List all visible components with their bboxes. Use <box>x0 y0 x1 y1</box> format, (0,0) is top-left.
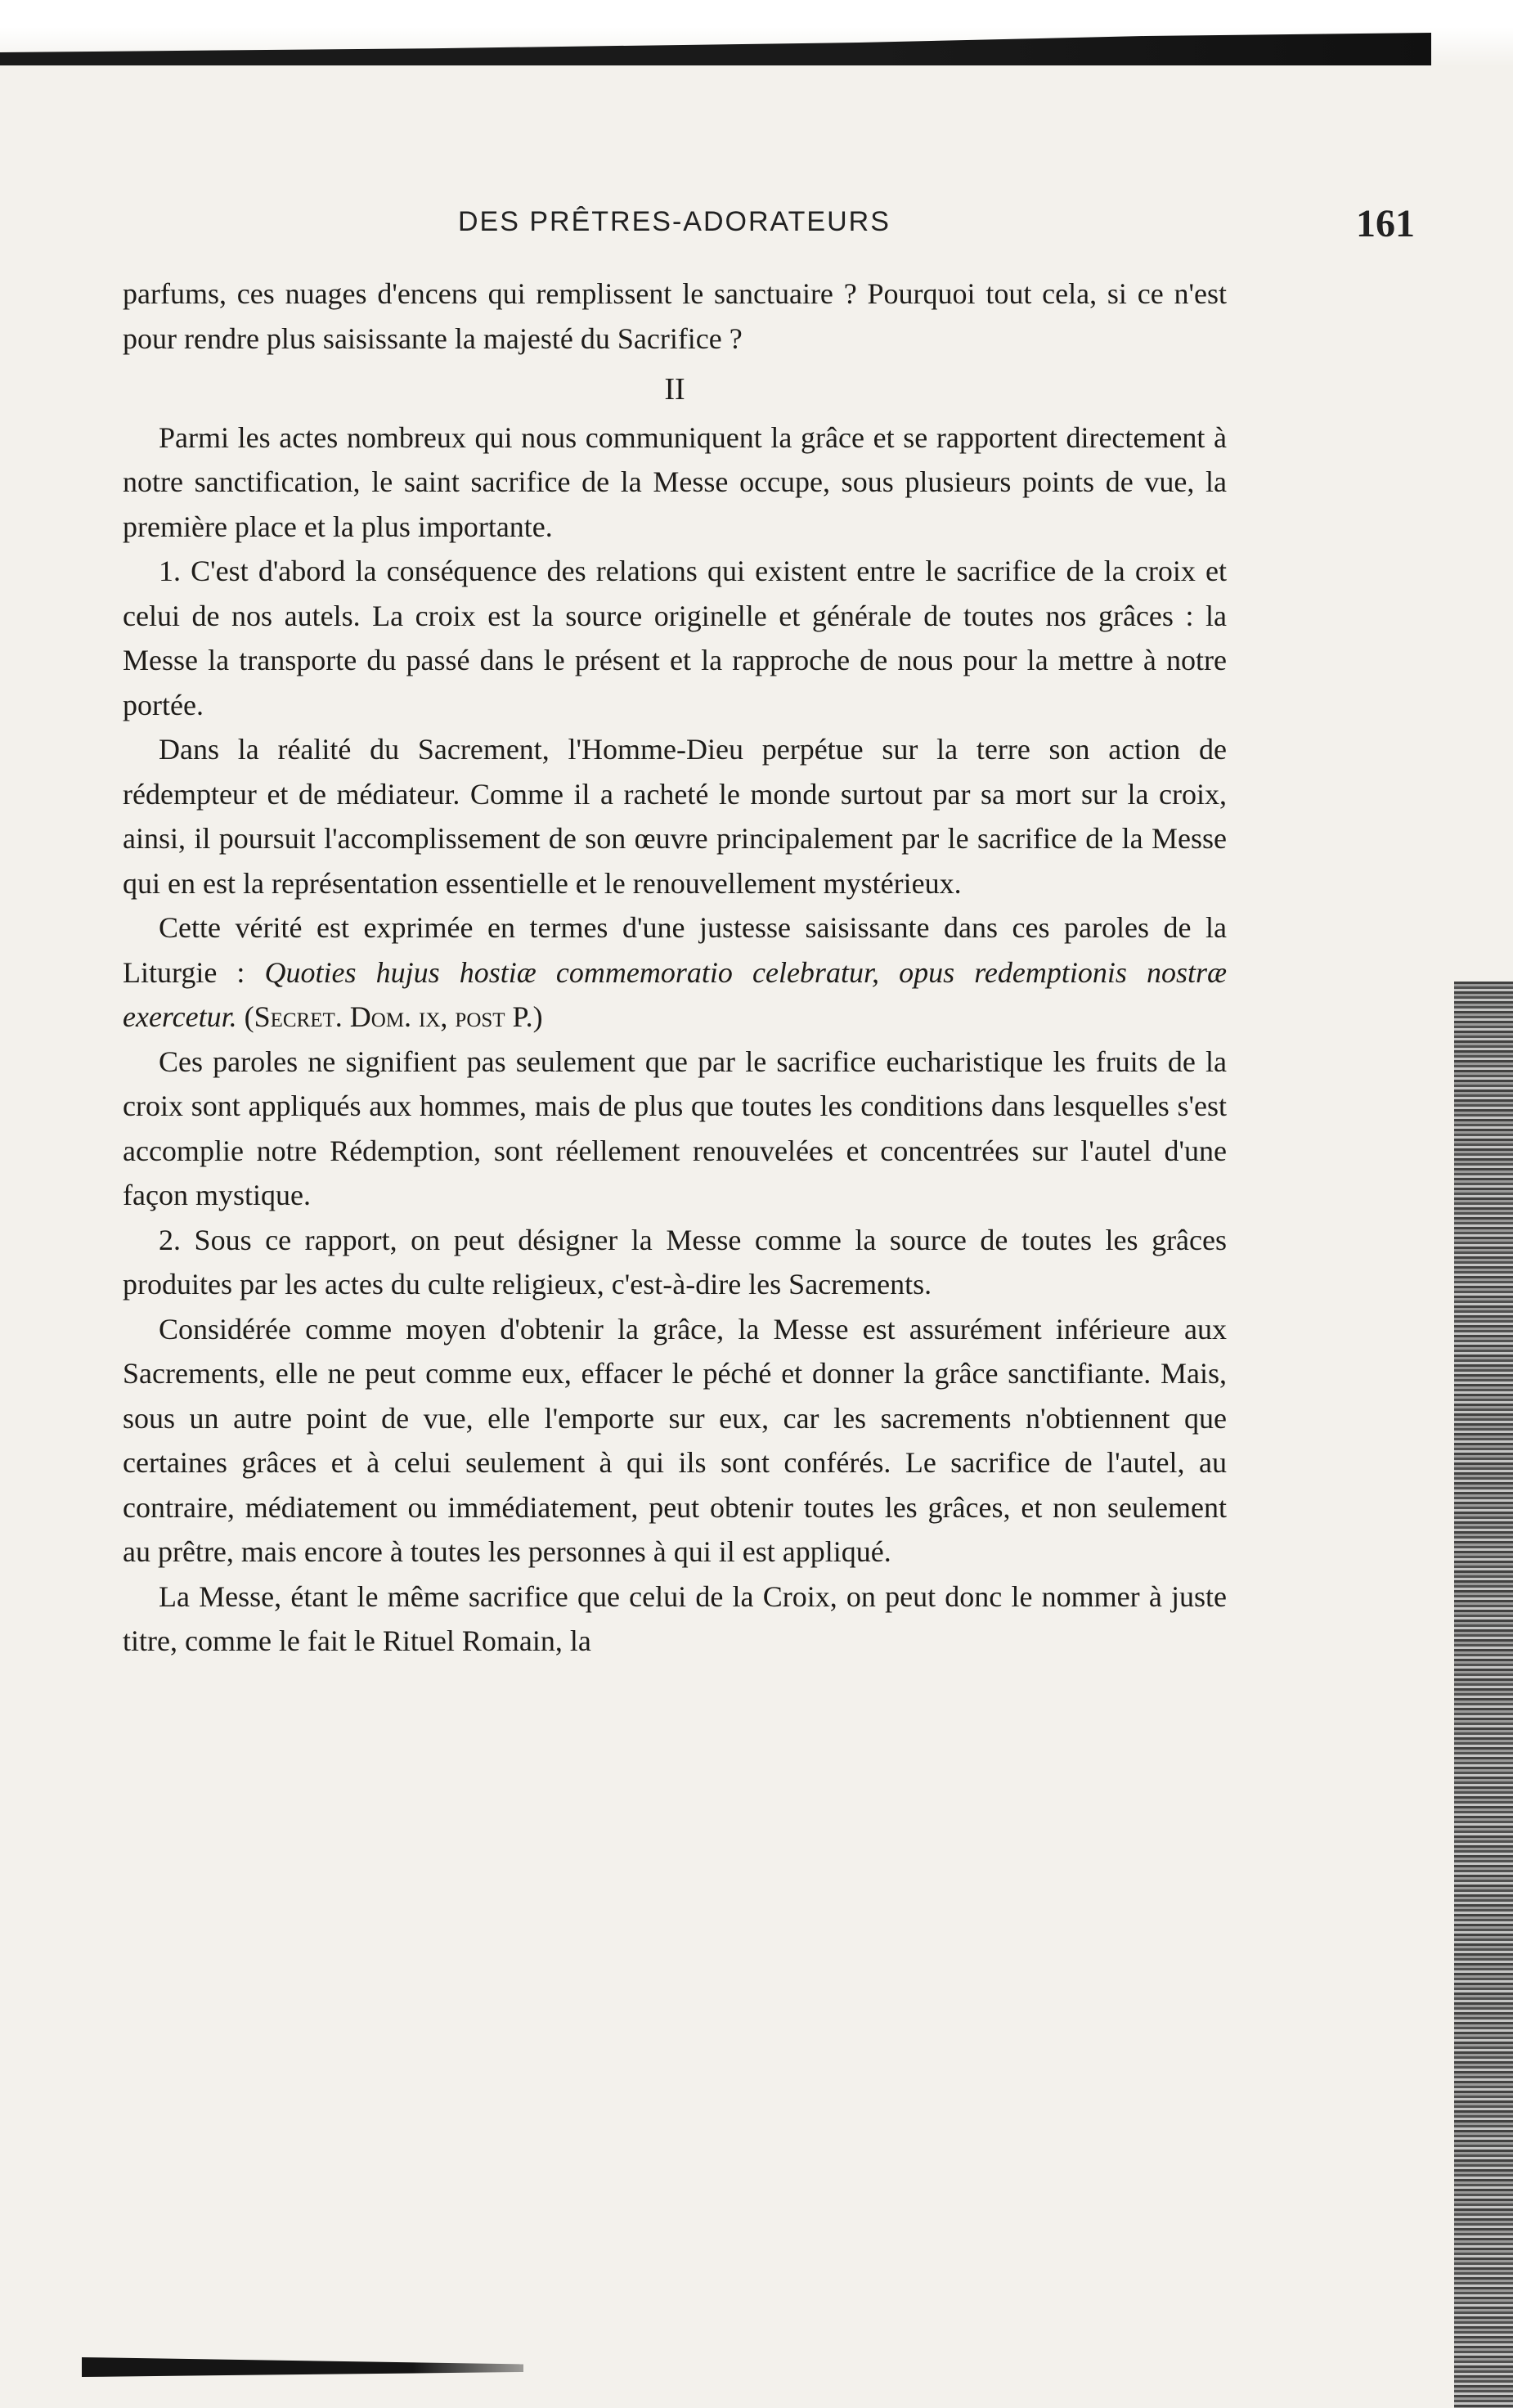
section-heading: II <box>664 372 685 407</box>
running-title: DES PRÊTRES-ADORATEURS <box>458 206 891 237</box>
scan-bottom-shadow <box>82 2357 523 2377</box>
paragraph: 2. Sous ce rapport, on peut désigner la Messe comme la source de toutes les grâces produites par les actes du culte religieux, c'est-à-dire les Sacrements. <box>123 1223 1227 1301</box>
page-body <box>123 272 1227 1664</box>
paragraph: 1. C'est d'abord la conséquence des relations qui existent entre le sacrifice de la croix et celui de nos autels. La croix est la source originelle et générale de toutes nos grâces : la Messe la transporte du passé dans le présent et la rapproche de nous pour la mettre à notre portée. <box>123 555 1227 721</box>
paragraph: La Messe, étant le même sacrifice que celui de la Croix, on peut donc le nommer à juste titre, comme le fait le Rituel Romain, la <box>123 1579 1227 1657</box>
paragraph-continued: parfums, ces nuages d'encens qui remplissent le sanctuaire ? Pourquoi tout cela, si ce n'est pour rendre plus saisissante la majesté du Sacrifice ? <box>123 277 1227 355</box>
paragraph: Ces paroles ne signifient pas seulement que par le sacrifice eucharistique les fruits de la croix sont appliqués aux hommes, mais de plus que toutes les conditions dans lesquelles s'est accomplie notre Rédemption, sont réellement renouvelées et concentrées sur l'autel d'une façon mystique. <box>123 1045 1227 1211</box>
paragraph: Dans la réalité du Sacrement, l'Homme-Dieu perpétue sur la terre son action de rédempteur et de médiateur. Comme il a racheté le monde surtout par sa mort sur la croix, ainsi, il poursuit l'accomplissement de son œuvre principalement par le sacrifice de la Messe qui en est la représentation essentielle et le renouvellement mystérieux. <box>123 733 1227 900</box>
paragraph: Considérée comme moyen d'obtenir la grâce, la Messe est assurément inférieure aux Sacrements, elle ne peut comme eux, effacer le péché et donner la grâce sanctifiante. Mais, sous un autre point de vue, elle l'emporte sur eux, car les sacrements n'obtiennent que certaines grâces et à celui seulement à qui ils sont conférés. Le sacrifice de l'autel, au contraire, médiatement ou immédiatement, peut obtenir toutes les grâces, et non seulement au prêtre, mais encore à toutes les personnes à qui il est appliqué. <box>123 1312 1227 1568</box>
page-number: 161 <box>1356 202 1415 245</box>
latin-quotation: Quoties hujus hostiæ commemoratio celebratur, opus redemptionis nostræ exercetur. <box>123 955 1227 1033</box>
quote-source: (Secret. Dom. ix, post P.) <box>236 1000 543 1033</box>
paragraph: Parmi les actes nombreux qui nous communiquent la grâce et se rapportent directement à notre sanctification, le saint sacrifice de la Messe occupe, sous plusieurs points de vue, la première place et la plus importante. <box>123 420 1227 543</box>
scan-right-edge <box>1454 982 1513 2408</box>
quote-intro: Cette vérité est exprimée en termes d'une justesse saisissante dans ces paroles de la Liturgie : <box>123 911 1227 989</box>
page-header <box>123 202 1415 255</box>
paragraph-liturgy-quote <box>123 905 1227 1040</box>
